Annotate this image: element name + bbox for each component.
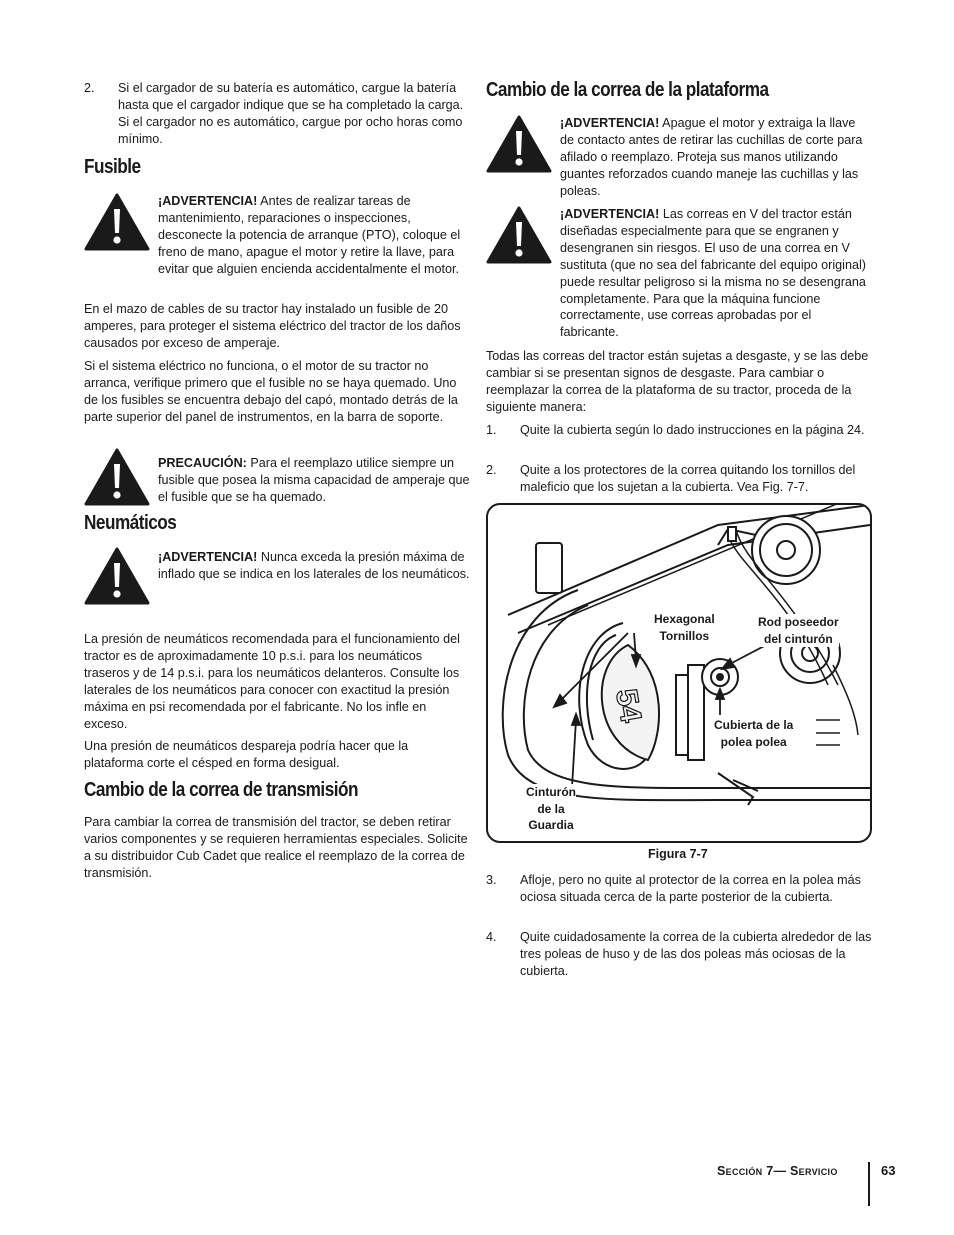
page-number: 63 xyxy=(881,1163,896,1178)
list-item-text: Quite cuidadosamente la correa de la cubierta alrededor de las tres poleas de huso y de las dos poleas más ociosas de la cubierta. xyxy=(520,930,872,978)
warning-body: Nunca exceda la presión máxima de inflado que se indica en los laterales de los neumáticos. xyxy=(158,550,470,581)
list-item-number: 1. xyxy=(486,423,497,437)
caution-label: PRECAUCIÓN: xyxy=(158,456,247,470)
list-item-text: Quite a los protectores de la correa quitando los tornillos del maleficio que los sujetan a la cubierta. Vea Fig. 7-7. xyxy=(520,463,856,494)
warning-label: ¡ADVERTENCIA! xyxy=(560,116,660,130)
list-item-number: 4. xyxy=(486,930,497,944)
list-item-text: Quite la cubierta según lo dado instrucciones en la página 24. xyxy=(520,423,865,437)
warning-label: ¡ADVERTENCIA! xyxy=(158,550,258,564)
warning-text xyxy=(158,193,470,278)
list-item-number: 2. xyxy=(486,463,497,477)
warning-block xyxy=(84,193,470,297)
paragraph: Para cambiar la correa de transmisión del tractor, se deben retirar varios componentes y se requieren herramientas especiales. Solicite a su distribuidor Cub Cadet que realice el reemplazo de la correa de transmisión. xyxy=(84,815,468,880)
figure-7-7 xyxy=(486,503,872,843)
list-item-text: Afloje, pero no quite al protector de la correa en la polea más ociosa situada cerca de la parte posterior de la cubierta. xyxy=(520,873,861,904)
deck-size-marking: 54 xyxy=(609,686,648,726)
warning-triangle-icon xyxy=(84,547,150,605)
paragraph: En el mazo de cables de su tractor hay instalado un fusible de 20 amperes, para proteger el sistema eléctrico del tractor de los daños causados por exceso de amperaje. xyxy=(84,302,461,350)
list-item-text: Si el cargador de su batería es automático, cargue la batería hasta que el cargador indique que se ha completado la carga. Si el cargador no es automático, cargue por ocho horas como mínimo. xyxy=(118,81,464,146)
warning-body: Las correas en V del tractor están diseñadas especialmente para que se engranen y desengranen sin riesgos. El uso de una correa en V sustituta (que no sea del fabricante del equipo original) puede resultar peligroso si la misma no se desengrana completamente. Para que la máquina funcione correctamente, use correas aprobadas por el fabricante. xyxy=(560,207,866,340)
figure-caption: Figura 7-7 xyxy=(648,847,708,861)
warning-triangle-icon xyxy=(486,206,552,264)
list-item-number: 2. xyxy=(84,81,95,95)
list-item-number: 3. xyxy=(486,873,497,887)
warning-block xyxy=(84,547,470,607)
warning-triangle-icon xyxy=(486,115,552,173)
footer-section-title: Sección 7— Servicio xyxy=(717,1164,838,1178)
warning-text xyxy=(560,206,872,341)
footer-divider xyxy=(868,1162,870,1206)
warning-text xyxy=(560,115,872,200)
paragraph: La presión de neumáticos recomendada para el funcionamiento del tractor es de aproximadamente 10 p.s.i. para los neumáticos traseros y de 14 p.s.i. para los neumáticos delanteros. Consulte los laterales de los neumáticos para conocer con exactitud la presión máxima en psi recomendada por el fabricante. No los infle en exceso. xyxy=(84,632,460,731)
warning-body: Antes de realizar tareas de mantenimiento, reparaciones o inspecciones, desconecte la potencia de arranque (PTO), coloque el freno de mano, apague el motor y retire la llave, para evitar que alguien encienda accidentalmente el motor. xyxy=(158,194,461,276)
warning-label: ¡ADVERTENCIA! xyxy=(158,194,258,208)
warning-triangle-icon xyxy=(84,448,150,506)
section-heading-transmision: Cambio de la correa de transmisión xyxy=(84,779,359,801)
section-heading-neumaticos: Neumáticos xyxy=(84,512,177,534)
warning-text xyxy=(158,549,470,583)
caution-text xyxy=(158,455,470,506)
warning-triangle-icon xyxy=(84,193,150,251)
warning-body: Apague el motor y extraiga la llave de contacto antes de retirar las cuchillas de corte para afilado o reemplazo. Proteja sus manos utilizando guantes reforzados cuando maneje las cuchillas y las poleas. xyxy=(560,116,863,198)
warning-label: ¡ADVERTENCIA! xyxy=(560,207,660,221)
paragraph: Si el sistema eléctrico no funciona, o el motor de su tractor no arranca, verifique primero que el fusible no se haya quemado. Uno de los fusibles se encuentra debajo del capó, montado detrás de la parte superior del panel de instrumentos, en la barra de soporte. xyxy=(84,359,458,424)
warning-block xyxy=(486,115,872,201)
paragraph: Una presión de neumáticos despareja podría hacer que la plataforma corte el césped en forma desigual. xyxy=(84,739,409,770)
section-heading-fusible: Fusible xyxy=(84,156,141,178)
warning-block xyxy=(486,206,872,346)
callout-cinturon-guardia: Cinturón de la Guardia xyxy=(526,785,576,832)
paragraph: Todas las correas del tractor están sujetas a desgaste, y se las debe cambiar si se presentan signos de desgaste. Para cambiar o reemplazar la correa de la plataforma de su tractor, proceda de la siguiente manera: xyxy=(486,349,869,414)
caution-body: Para el reemplazo utilice siempre un fusible que posea la misma capacidad de amperaje que el fusible que se ha quemado. xyxy=(158,456,470,504)
section-heading-plataforma: Cambio de la correa de la plataforma xyxy=(486,79,769,101)
callout-cubierta-polea: Cubierta de la polea polea xyxy=(714,718,794,749)
callout-rod-poseedor: Rod poseedor del cinturón xyxy=(758,615,839,646)
callout-hexagonal-tornillos: Hexagonal Tornillos xyxy=(654,612,715,643)
caution-block xyxy=(84,448,470,506)
